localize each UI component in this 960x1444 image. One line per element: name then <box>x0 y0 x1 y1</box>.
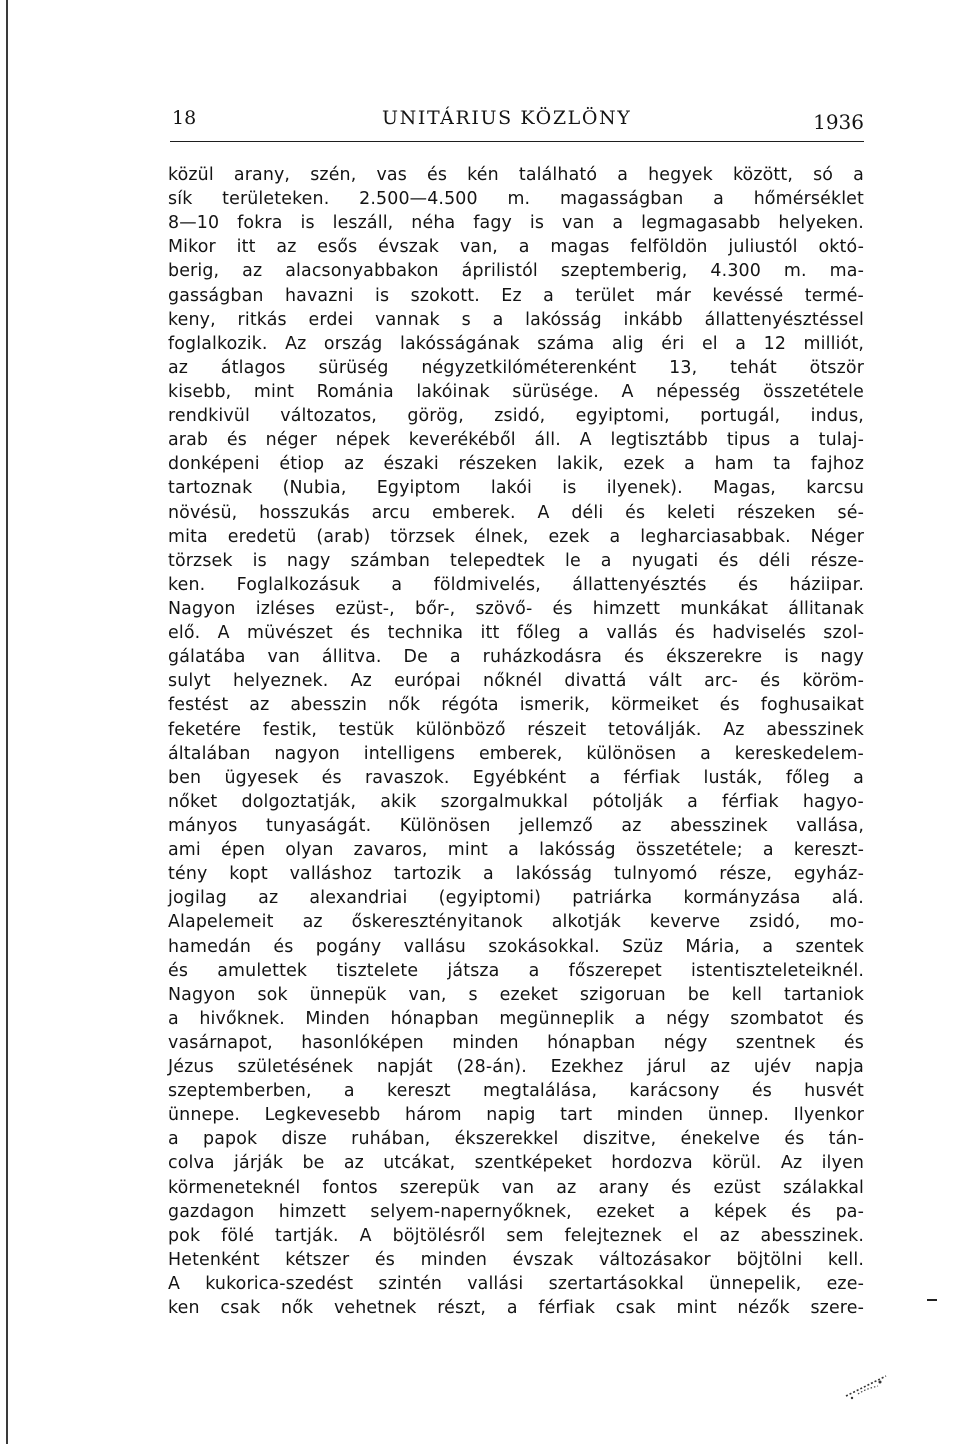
text-line: feketére festik, testük különböző részeit tetoválják. Az abesszinek <box>168 719 864 740</box>
text-line: Nagyon sok ünnepük van, s ezeket szigoruan be kell tartaniok <box>168 984 864 1005</box>
text-line: általában nagyon intelligens emberek, különösen a kereskedelem- <box>168 743 864 764</box>
text-line: Alapelemeit az őskeresztényitanok alkotják keverve zsidó, mo- <box>168 912 864 933</box>
text-line: rendkivül változatos, görög, zsidó, egyiptomi, portugál, indus, <box>168 406 864 427</box>
text-line: tény kopt valláshoz tartozik a lakósság tulnyomó része, egyház- <box>168 864 864 885</box>
text-line: pok fölé tartják. A böjtölésről sem felejteznek el az abesszinek. <box>168 1225 864 1246</box>
text-line: 8—10 fokra is leszáll, néha fagy is van a legmagasabb helyeken. <box>168 213 864 234</box>
text-line: ami épen olyan zavaros, mint a lakósság összetétele; a kereszt- <box>168 840 864 861</box>
text-line: berig, az alacsonyabbakon áprilistól szeptemberig, 4.300 m. ma- <box>168 261 864 282</box>
text-line: ken csak nők vehetnek részt, a férfiak csak mint nézők szere- <box>168 1298 864 1319</box>
margin-dash <box>927 1299 937 1301</box>
header-rule <box>170 141 864 142</box>
text-line: Mikor itt az esős évszak van, a magas felföldön juliustól októ- <box>168 237 864 258</box>
text-line: az átlagos sürüség négyzetkilóméterenként 13, tehát ötször <box>168 357 864 378</box>
text-line: festést az abesszin nők régóta ismerik, körmeiket és foghusaikat <box>168 695 864 716</box>
text-line: donképeni étiop az északi részeken lakik, ezek a ham ta fajhoz <box>168 454 864 475</box>
text-line: körmeneteknél fontos szerepük van az arany és ezüst szálakkal <box>168 1177 864 1198</box>
text-line: közül arany, szén, vas és kén található a hegyek között, só a <box>168 165 864 185</box>
text-line: hamedán és pogány vallásu szokásokkal. Szüz Mária, a szentek <box>168 936 864 957</box>
text-line: törzsek is nagy számban telepedtek le a nyugati és déli része- <box>168 550 864 571</box>
text-line: mita eredetü (arab) törzsek élnek, ezek a legharciasabbak. Néger <box>168 526 864 547</box>
page-left-edge-line <box>6 0 8 1444</box>
text-line: mányos tunyaságát. Különösen jellemző az abesszinek vallása, <box>168 815 864 836</box>
text-line: a papok disze ruhában, ékszerekkel diszitve, énekelve és tán- <box>168 1129 864 1150</box>
text-line: elő. A müvészet és technika itt főleg a vallás és hadviselés szol- <box>168 623 864 644</box>
text-line: ünnepe. Legkevesebb három napig tart minden ünnep. Ilyenkor <box>168 1105 864 1126</box>
running-header <box>172 104 864 140</box>
text-line: foglalkozik. Az ország lakósságának száma alig éri el a 12 milliót, <box>168 333 864 354</box>
text-line: A kukorica-szedést szintén vallási szertartásokkal ünnepelik, eze- <box>168 1274 864 1295</box>
ink-blot-mark <box>840 1372 890 1402</box>
text-line: gálatába van állitva. De a ruházkodásra és ékszerekre is nagy <box>168 647 864 668</box>
text-line: szeptemberben, a kereszt megtalálása, karácsony és husvét <box>168 1081 864 1102</box>
text-line: kisebb, mint Románia lakóinak sürüsége. A népesség összetétele <box>168 381 864 402</box>
page-number: 18 <box>172 107 197 129</box>
text-line: gasságban havazni is szokott. Ez a terület már kevéssé termé- <box>168 285 864 306</box>
text-line: jogilag az alexandriai (egyiptomi) patriárka kormányzása alá. <box>168 888 864 909</box>
text-line: Nagyon izléses ezüst-, bőr-, szövő- és himzett munkákat állitanak <box>168 598 864 619</box>
journal-title: UNITÁRIUS KÖZLÖNY <box>382 107 632 129</box>
text-line: Hetenként kétszer és minden évszak változásakor böjtölni kell. <box>168 1249 864 1270</box>
text-line: sík területeken. 2.500—4.500 m. magasságban a hőmérséklet <box>168 189 864 210</box>
text-line: ben ügyesek és ravaszok. Egyébként a férfiak lusták, főleg a <box>168 767 864 788</box>
text-line: Jézus születésének napját (28-án). Ezekhez járul az ujév napja <box>168 1057 864 1078</box>
text-line: a hivőknek. Minden hónapban megünneplik a négy szombatot és <box>168 1008 864 1029</box>
text-line: és amulettek tisztelete játsza a főszerepet istentiszteleteiknél. <box>168 960 864 981</box>
text-line: arab és néger népek keverékéből áll. A legtisztább tipus a tulaj- <box>168 430 864 451</box>
header-year: 1936 <box>813 110 864 134</box>
text-line: vasárnapot, hasonlóképen minden hónapban négy szentnek és <box>168 1032 864 1053</box>
text-line: tartoznak (Nubia, Egyiptom lakói is ilyenek). Magas, karcsu <box>168 478 864 499</box>
article-body <box>168 163 864 1320</box>
text-line: növésü, hosszukás arcu emberek. A déli és keleti részeken sé- <box>168 502 864 523</box>
text-line: sulyt helyeznek. Az európai nőknél divattá vált arc- és köröm- <box>168 671 864 692</box>
text-line: colva járják be az utcákat, szentképeket hordozva körül. Az ilyen <box>168 1153 864 1174</box>
text-line: nőket dolgoztatják, akik szorgalmukkal pótolják a férfiak hagyo- <box>168 791 864 812</box>
text-line: keny, ritkás erdei vannak s a lakósság inkább állattenyésztéssel <box>168 309 864 330</box>
text-line: ken. Foglalkozásuk a földmivelés, állattenyésztés és háziipar. <box>168 574 864 595</box>
text-line: gazdagon himzett selyem-napernyőknek, ezeket a képek és pa- <box>168 1201 864 1222</box>
